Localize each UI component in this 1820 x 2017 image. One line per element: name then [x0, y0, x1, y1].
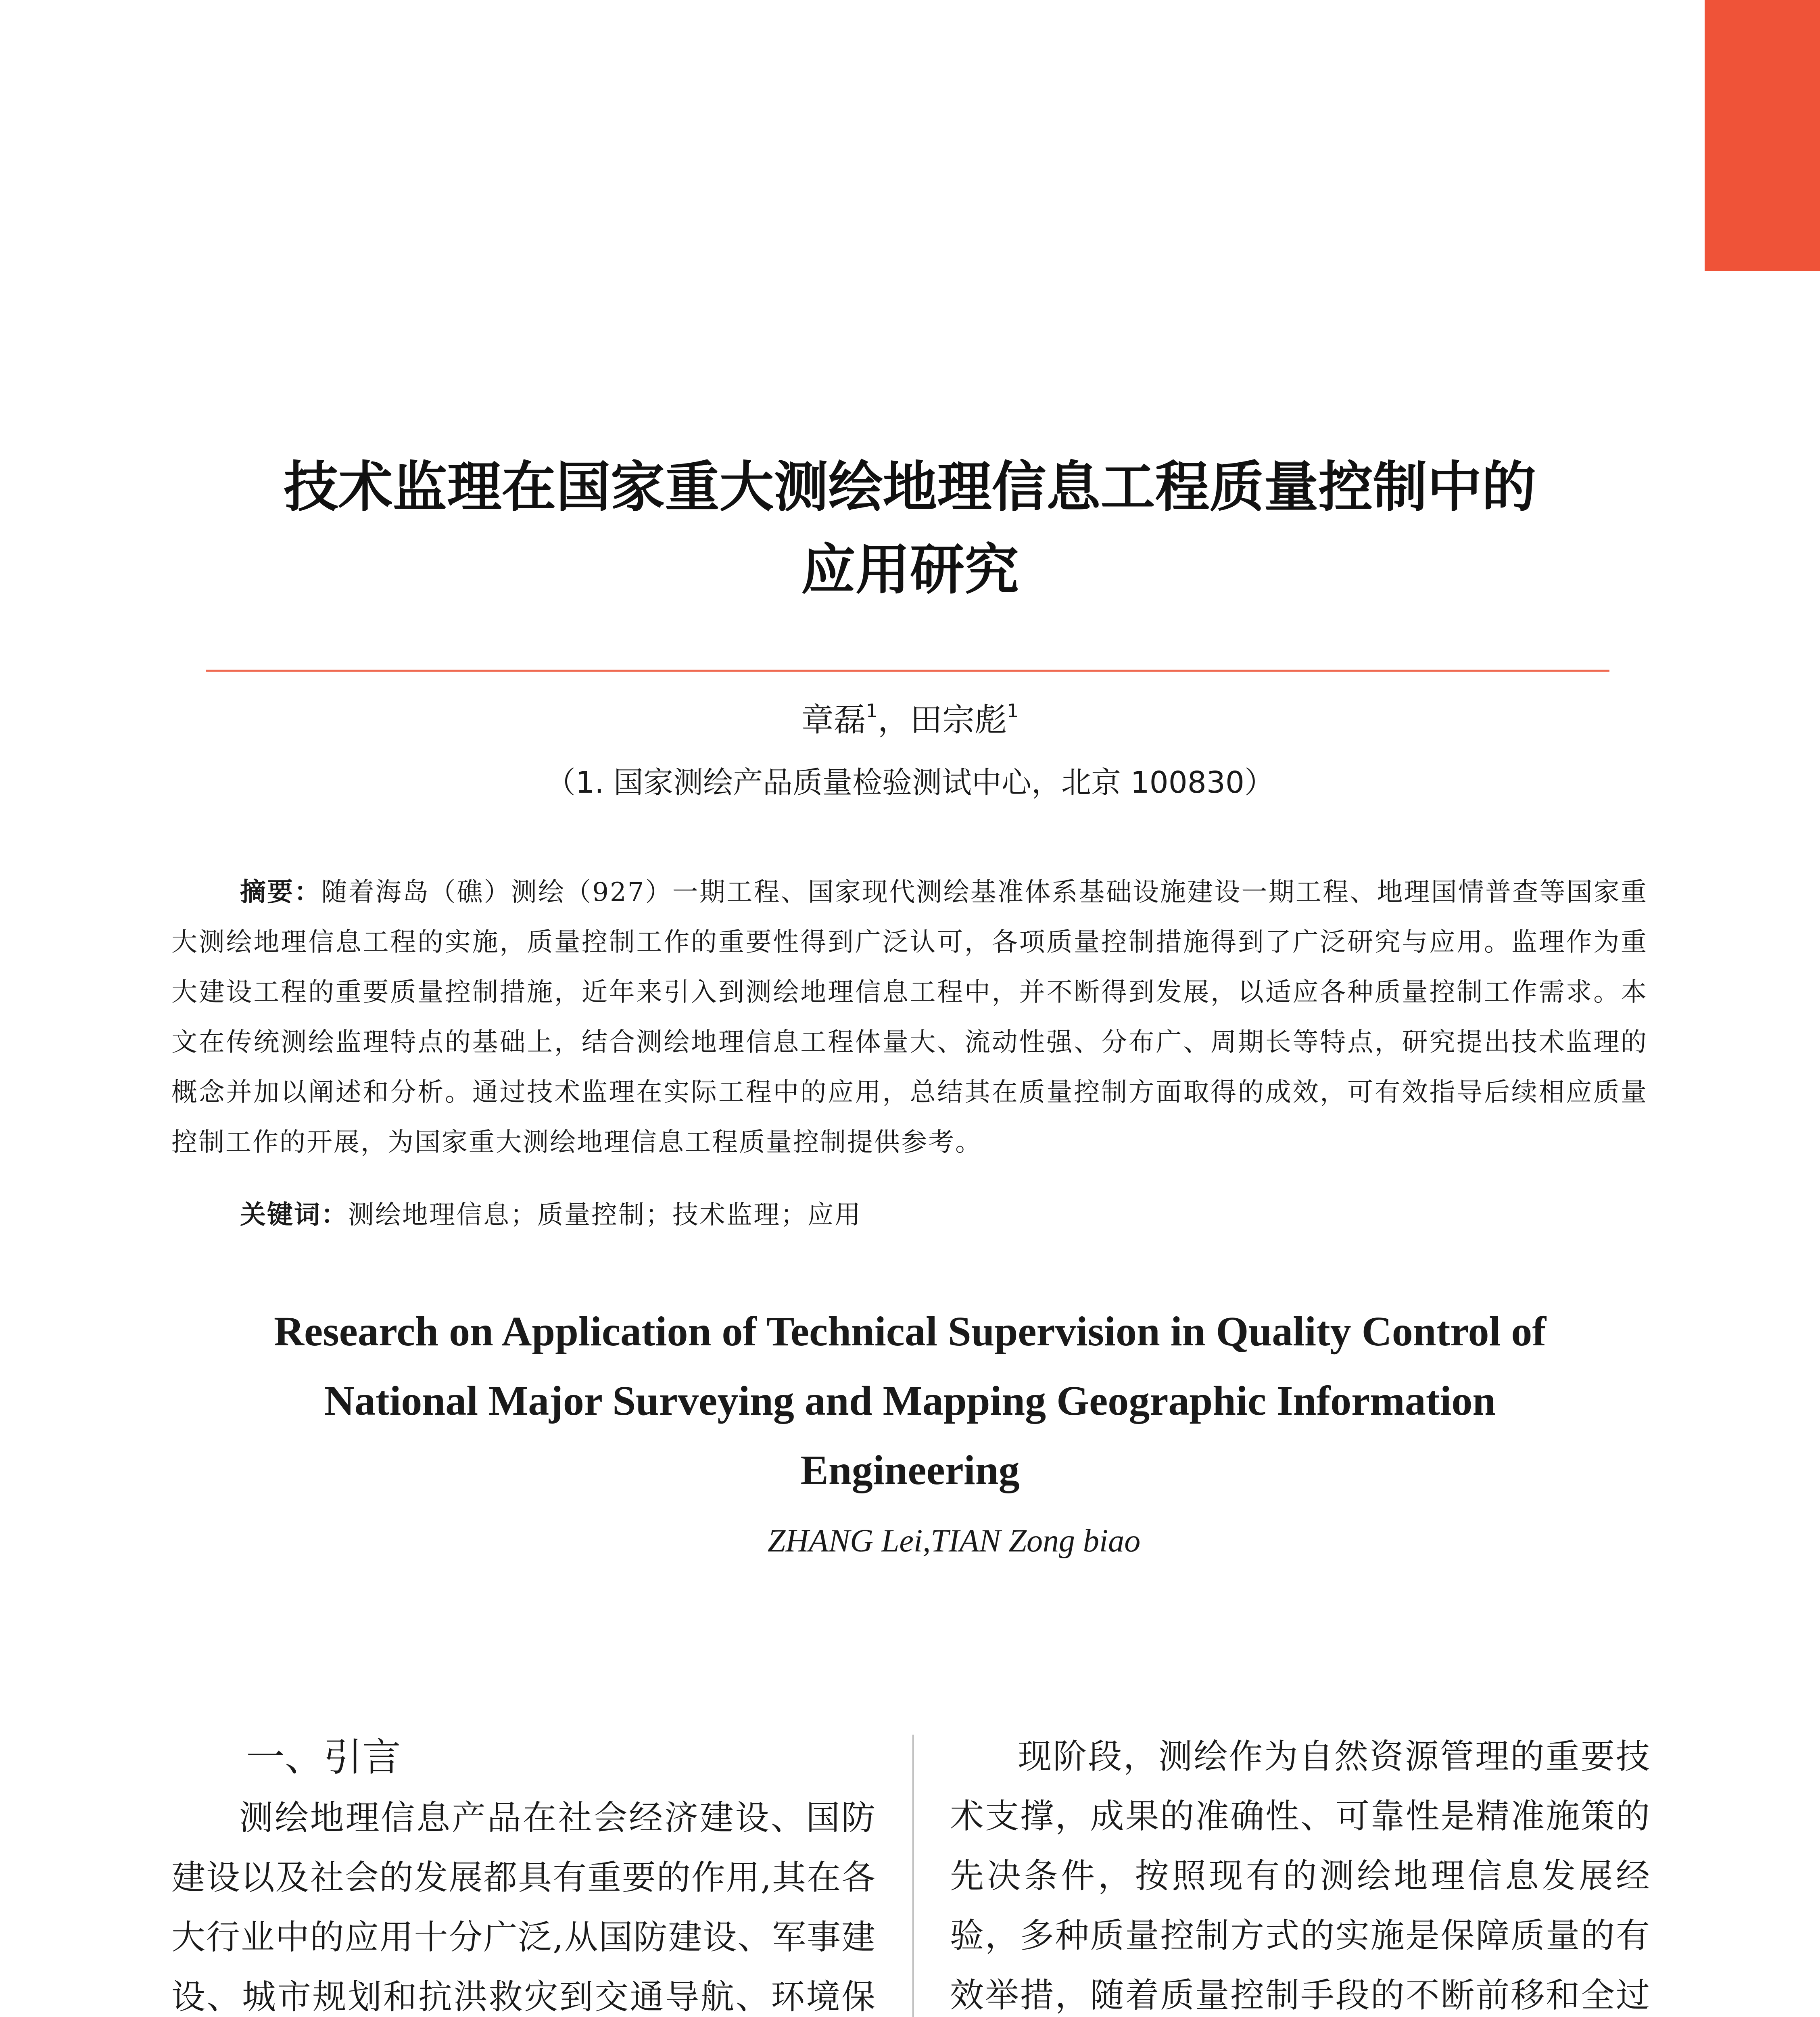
chinese-title-line-2: 应用研究 [801, 538, 1019, 601]
author-name: 田宗彪 [910, 701, 1007, 739]
body-column-left [171, 1727, 875, 2017]
keywords-label: 关键词： [240, 1200, 348, 1230]
author-affiliation: （1. 国家测绘产品质量检验测试中心，北京 100830） [545, 765, 1275, 800]
english-authors: ZHANG Lei,TIAN Zong biao [767, 1523, 1141, 1559]
keywords-text: 测绘地理信息；质量控制；技术监理；应用 [348, 1200, 862, 1230]
abstract [171, 867, 1648, 1167]
abstract-label: 摘要： [240, 877, 321, 907]
english-title-line-3: Engineering [800, 1447, 1020, 1493]
abstract-text: 随着海岛（礁）测绘（927）一期工程、国家现代测绘基准体系基础设施建设一期工程、地理国情普查等国家重大测绘地理信息工程的实施，质量控制工作的重要性得到广泛认可，各项质量控制措施得到了广泛研究与应用。监理作为重大建设工程的重要质量控制措施，近年来引入到测绘地理信息工程中，并不断得到发展，以适应各种质量控制工作需求。本文在传统测绘监理特点的基础上，结合测绘地理信息工程体量大、流动性强、分布广、周期长等特点，研究提出技术监理的概念并加以阐述和分析。通过技术监理在实际工程中的应用，总结其在质量控制方面取得的成效，可有效指导后续相应质量控制工作的开展，为国家重大测绘地理信息工程质量控制提供参考。 [171, 877, 1648, 1157]
keywords [240, 1190, 862, 1240]
body-paragraph: 现阶段，测绘作为自然资源管理的重要技术支撑，成果的准确性、可靠性是精准施策的先决条件，按照现有的测绘地理信息发展经验，多种质量控制方式的实施是保障质量的有效举措，随着质量控制手段的不断前移和全过 [950, 1737, 1650, 2015]
author-separator: ， [878, 701, 910, 739]
author-name: 章磊 [801, 701, 866, 739]
section-heading: 一、引言 [246, 1735, 401, 1780]
author-line [121, 696, 1699, 749]
chinese-title-line-1: 技术监理在国家重大测绘地理信息工程质量控制中的 [284, 455, 1536, 519]
author-affiliation-mark: 1 [1007, 700, 1019, 722]
english-title-line-2: National Major Surveying and Mapping Geographic Information [324, 1378, 1496, 1424]
title-divider [206, 670, 1609, 672]
body-paragraph: 测绘地理信息产品在社会经济建设、国防建设以及社会的发展都具有重要的作用,其在各大行业中的应用十分广泛,从国防建设、军事建设、城市规划和抗洪救灾到交通导航、环境保 [171, 1798, 875, 2017]
english-title [121, 1297, 1699, 1505]
column-divider [912, 1735, 914, 2017]
chinese-title [121, 446, 1699, 611]
corner-accent-tab [1705, 0, 1820, 271]
body-column-right [950, 1727, 1650, 2017]
author-affiliation-mark: 1 [866, 700, 878, 722]
english-title-line-1: Research on Application of Technical Supervision in Quality Control of [273, 1308, 1547, 1355]
